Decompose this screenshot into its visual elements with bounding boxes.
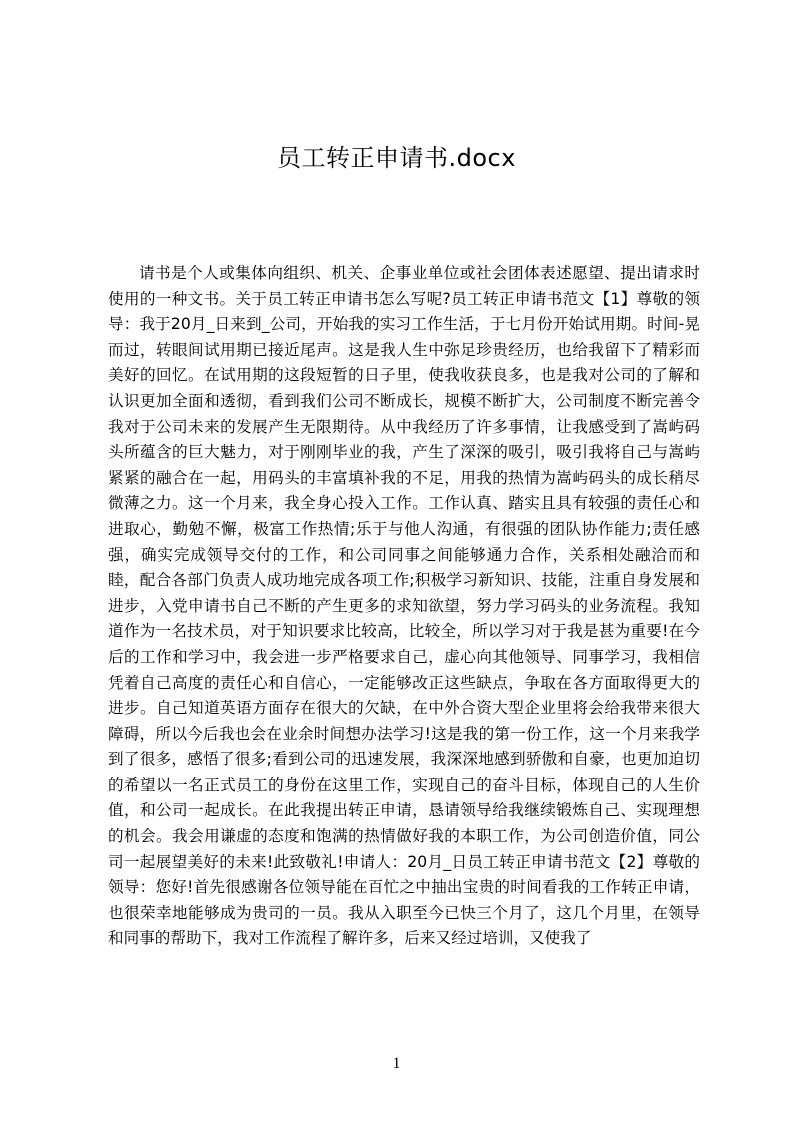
page-number: 1 [392,1055,401,1072]
document-body-paragraph: 请书是个人或集体向组织、机关、企事业单位或社会团体表述愿望、提出请求时使用的一种文书。关于员工转正申请书怎么写呢?员工转正申请书范文【1】尊敬的领导：我于20月_日来到_公司，开始我的实习工作生活，于七月份开始试用期。时间-晃而过，转眼间试用期已接近尾声。这是我人生中弥足珍贵经历，也给我留下了精彩而美好的回忆。在试用期的这段短暂的日子里，使我收获良多，也是我对公司的了解和认识更加全面和透彻，看到我们公司不断成长，规模不断扩大，公司制度不断完善令我对于公司未来的发展产生无限期待。从中我经历了许多事情，让我感受到了嵩屿码头所蕴含的巨大魅力，对于刚刚毕业的我，产生了深深的吸引，吸引我将自己与嵩屿紧紧的融合在一起，用码头的丰富填补我的不足，用我的热情为嵩屿码头的成长稍尽微薄之力。这一个月来，我全身心投入工作。工作认真、踏实且具有较强的责任心和进取心，勤勉不懈，极富工作热情;乐于与他人沟通，有很强的团队协作能力;责任感强，确实完成领导交付的工作，和公司同事之间能够通力合作，关系相处融洽而和睦，配合各部门负责人成功地完成各项工作;积极学习新知识、技能，注重自身发展和进步，入党申请书自己不断的产生更多的求知欲望，努力学习码头的业务流程。我知道作为一名技术员，对于知识要求比较高，比较全，所以学习对于我是甚为重要!在今后的工作和学习中，我会进一步严格要求自己，虚心向其他领导、同事学习，我相信凭着自己高度的责任心和自信心，一定能够改正这些缺点，争取在各方面取得更大的进步。自己知道英语方面存在很大的欠缺，在中外合资大型企业里将会给我带来很大障碍，所以今后我也会在业余时间想办法学习!这是我的第一份工作，这一个月来我学到了很多，感悟了很多;看到公司的迅速发展，我深深地感到骄傲和自豪，也更加迫切的希望以一名正式员工的身份在这里工作，实现自己的奋斗目标，体现自己的人生价值，和公司一起成长。在此我提出转正申请，恳请领导给我继续锻炼自己、实现理想的机会。我会用谦虚的态度和饱满的热情做好我的本职工作，为公司创造价值，同公司一起展望美好的未来!此致敬礼!申请人：20月_日员工转正申请书范文【2】尊敬的领导：您好!首先很感谢各位领导能在百忙之中抽出宝贵的时间看我的工作转正申请，也很荣幸地能够成为贵司的一员。我从入职至今已快三个月了，这几个月里，在领导和同事的帮助下，我对工作流程了解许多，后来又经过培训，又使我了 [108,264,700,948]
document-title: 员工转正申请书.docx [277,144,516,172]
